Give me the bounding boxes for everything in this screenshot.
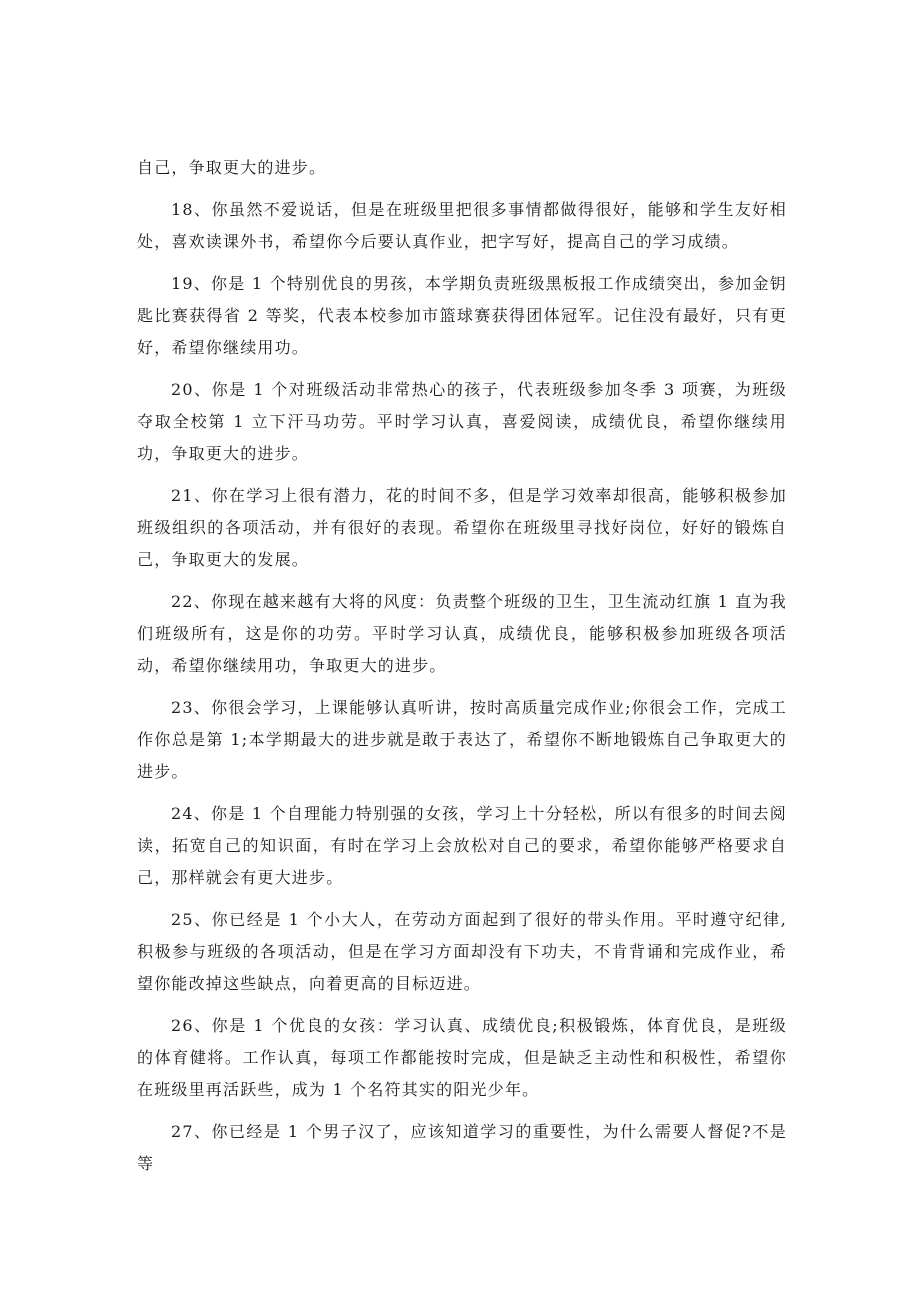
comment-paragraph-19: 19、你是 1 个特别优良的男孩，本学期负责班级黑板报工作成绩突出，参加金钥匙比赛获得省 2 等奖，代表本校参加市篮球赛获得团体冠军。记住没有最好，只有更好，希望你继续用功。 xyxy=(137,274,787,357)
comment-paragraph-18: 18、你虽然不爱说话，但是在班级里把很多事情都做得很好，能够和学生友好相处，喜欢读课外书，希望你今后要认真作业，把字写好，提高自己的学习成绩。 xyxy=(137,200,787,251)
comment-paragraph-20: 20、你是 1 个对班级活动非常热心的孩子，代表班级参加冬季 3 项赛，为班级夺取全校第 1 立下汗马功劳。平时学习认真，喜爱阅读，成绩优良，希望你继续用功，争取更大的进步。 xyxy=(137,380,787,463)
comment-paragraph-23: 23、你很会学习，上课能够认真听讲，按时高质量完成作业;你很会工作，完成工作你总是第 1;本学期最大的进步就是敢于表达了，希望你不断地锻炼自己争取更大的进步。 xyxy=(137,698,787,781)
paragraph-continuation: 自己，争取更大的进步。 xyxy=(137,158,327,177)
comment-paragraph-22: 22、你现在越来越有大将的风度：负责整个班级的卫生，卫生流动红旗 1 直为我们班级所有，这是你的功劳。平时学习认真，成绩优良，能够积极参加班级各项活动，希望你继续用功，争取更大的进步。 xyxy=(137,592,787,675)
comment-paragraph-25: 25、你已经是 1 个小大人，在劳动方面起到了很好的带头作用。平时遵守纪律,积极参与班级的各项活动，但是在学习方面却没有下功夫，不肯背诵和完成作业，希望你能改掉这些缺点，向着更高的目标迈进。 xyxy=(137,910,787,993)
comment-paragraph-27: 27、你已经是 1 个男子汉了，应该知道学习的重要性，为什么需要人督促?不是等 xyxy=(137,1122,787,1173)
comment-paragraph-21: 21、你在学习上很有潜力，花的时间不多，但是学习效率却很高，能够积极参加班级组织的各项活动，并有很好的表现。希望你在班级里寻找好岗位，好好的锻炼自己，争取更大的发展。 xyxy=(137,486,787,569)
comment-paragraph-24: 24、你是 1 个自理能力特别强的女孩，学习上十分轻松，所以有很多的时间去阅读，拓宽自己的知识面，有时在学习上会放松对自己的要求，希望你能够严格要求自己，那样就会有更大进步。 xyxy=(137,804,787,887)
document-body xyxy=(137,152,787,1190)
comment-paragraph-26: 26、你是 1 个优良的女孩：学习认真、成绩优良;积极锻炼，体育优良，是班级的体育健将。工作认真，每项工作都能按时完成，但是缺乏主动性和积极性，希望你在班级里再活跃些，成为 1 个名符其实的阳光少年。 xyxy=(137,1016,787,1099)
